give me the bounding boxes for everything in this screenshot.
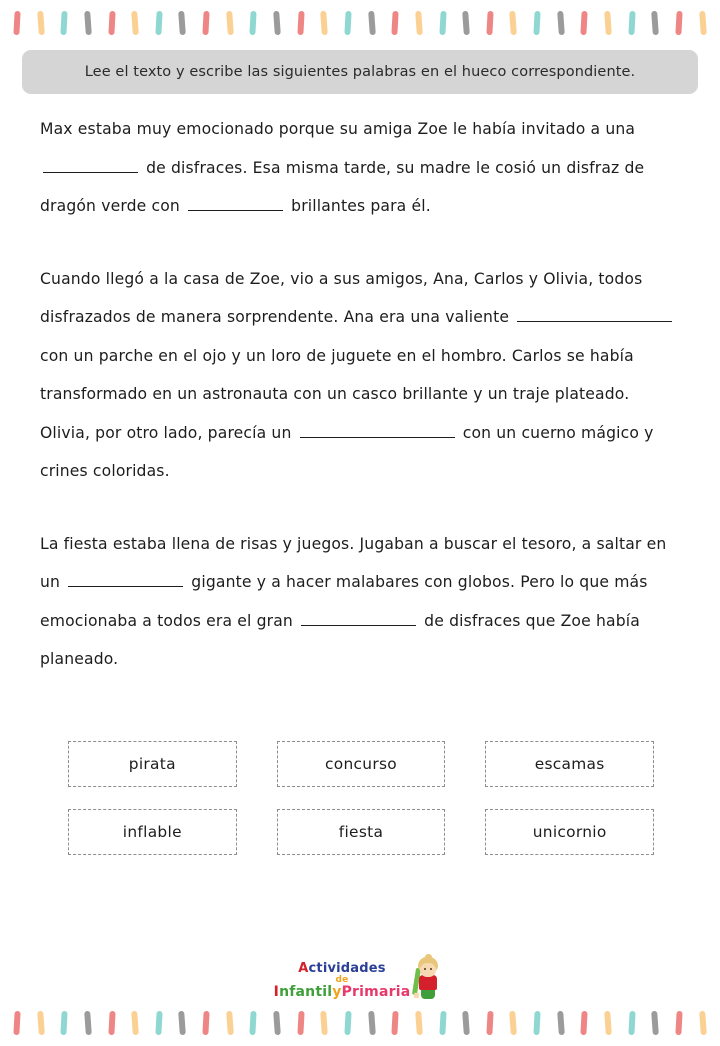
site-logo <box>274 956 447 1000</box>
border-stripe <box>510 11 518 35</box>
border-stripe <box>37 11 45 35</box>
border-stripe <box>179 1011 187 1035</box>
answer-blank[interactable] <box>68 571 183 587</box>
pencil-tip-icon <box>414 993 420 999</box>
border-stripe <box>61 11 68 35</box>
border-stripe <box>13 11 20 35</box>
border-stripe <box>675 1011 682 1035</box>
border-stripe <box>131 11 139 35</box>
border-stripe <box>250 1011 257 1035</box>
word-bank-label: fiesta <box>338 822 384 841</box>
border-stripe <box>533 1011 540 1035</box>
border-stripe <box>226 11 234 35</box>
story-text: La fiesta estaba llena de risas y juegos. Jugaban a buscar el tesoro, a saltar en un <box>40 534 667 591</box>
story-text: brillantes para él. <box>286 197 431 215</box>
border-stripe <box>557 11 565 35</box>
story-container <box>40 110 682 679</box>
border-stripe <box>486 1011 493 1035</box>
word-bank-label: pirata <box>128 754 176 773</box>
logo-line-infantil-primaria <box>274 985 411 1000</box>
border-stripe <box>533 11 540 35</box>
border-stripe <box>131 1011 139 1035</box>
border-stripe <box>415 11 423 35</box>
border-stripe <box>628 1011 635 1035</box>
story-text: Max estaba muy emocionado porque su amiga Zoe le había invitado a una <box>40 120 636 138</box>
border-stripe <box>604 11 612 35</box>
story-text: gigante y a hacer malabares con globos. Pero lo que más emocionaba a todos era el gran <box>40 573 648 630</box>
logo-a-initial: A <box>298 961 309 977</box>
border-stripe <box>439 11 446 35</box>
border-stripe <box>604 1011 612 1035</box>
border-stripe <box>557 1011 565 1035</box>
border-stripe <box>699 1011 707 1035</box>
border-stripe <box>510 1011 518 1035</box>
border-stripe <box>297 11 304 35</box>
word-bank-item[interactable] <box>277 741 446 787</box>
border-stripe <box>179 11 187 35</box>
answer-blank[interactable] <box>517 306 672 322</box>
footer <box>0 956 720 1000</box>
border-stripe <box>320 1011 328 1035</box>
border-stripe <box>226 1011 234 1035</box>
border-stripe <box>108 1011 115 1035</box>
story-text: con un parche en el ojo y un loro de juguete en el hombro. Carlos se había transformado en un astronauta con un casco brillante y un traje plateado. Olivia, por otro lado, parecía un <box>40 346 634 442</box>
logo-i-initial: I <box>273 984 280 1001</box>
border-stripe <box>392 11 399 35</box>
border-stripe <box>368 1011 376 1035</box>
border-stripe <box>155 1011 162 1035</box>
border-stripe <box>392 1011 399 1035</box>
answer-blank[interactable] <box>301 610 416 626</box>
border-stripe <box>486 11 493 35</box>
story-text: con un cuerno mágico y crines coloridas. <box>40 423 654 480</box>
word-bank <box>40 741 682 855</box>
border-stripe <box>84 1011 92 1035</box>
border-stripe <box>675 11 682 35</box>
logo-wordmark <box>274 962 411 1000</box>
border-stripe <box>320 11 328 35</box>
instruction-text: Lee el texto y escribe las siguientes palabras en el hueco correspondiente. <box>84 64 636 80</box>
instruction-banner-wrapper <box>0 40 720 94</box>
border-stripe <box>13 1011 20 1035</box>
border-stripe <box>651 1011 659 1035</box>
mascot-face <box>420 963 436 977</box>
border-stripe <box>203 1011 210 1035</box>
mascot-body <box>419 975 437 990</box>
border-stripe <box>439 1011 446 1035</box>
border-stripe <box>203 11 210 35</box>
word-bank-label: concurso <box>324 754 397 773</box>
border-stripe <box>581 11 588 35</box>
mascot-child-icon <box>412 956 446 1000</box>
border-stripe <box>297 1011 304 1035</box>
logo-y: y <box>332 984 342 1001</box>
border-stripe <box>273 1011 281 1035</box>
logo-primaria-rest: rimaria <box>352 984 411 1001</box>
border-stripe <box>344 1011 351 1035</box>
story-text: de disfraces que Zoe había planeado. <box>40 611 640 668</box>
word-bank-item[interactable] <box>68 741 237 787</box>
word-bank-label: escamas <box>534 754 605 773</box>
answer-blank[interactable] <box>43 157 138 173</box>
instruction-banner <box>22 50 698 94</box>
answer-blank[interactable] <box>300 422 455 438</box>
top-decorative-border <box>0 6 720 40</box>
story-text: de disfraces. Esa misma tarde, su madre le cosió un disfraz de dragón verde con <box>40 158 645 215</box>
logo-infantil-rest: nfantil <box>279 984 333 1001</box>
border-stripe <box>273 11 281 35</box>
border-stripe <box>699 11 707 35</box>
answer-blank[interactable] <box>188 195 283 211</box>
border-stripe <box>155 11 162 35</box>
border-stripe <box>250 11 257 35</box>
logo-p-initial: P <box>341 984 353 1001</box>
story-paragraph <box>40 525 682 679</box>
word-bank-item[interactable] <box>485 741 654 787</box>
border-stripe <box>61 1011 68 1035</box>
word-bank-label: unicornio <box>532 822 607 841</box>
border-stripe <box>344 11 351 35</box>
border-stripe <box>462 1011 470 1035</box>
worksheet-body <box>0 94 720 855</box>
border-stripe <box>581 1011 588 1035</box>
border-stripe <box>84 11 92 35</box>
border-stripe <box>37 1011 45 1035</box>
border-stripe <box>415 1011 423 1035</box>
border-stripe <box>462 11 470 35</box>
word-bank-item[interactable] <box>68 809 237 855</box>
word-bank-item[interactable] <box>277 809 446 855</box>
story-paragraph <box>40 110 682 226</box>
story-text: Cuando llegó a la casa de Zoe, vio a sus amigos, Ana, Carlos y Olivia, todos disfrazados de manera sorprendente. Ana era una valiente <box>40 269 643 326</box>
border-stripe <box>628 11 635 35</box>
logo-line-actividades <box>298 962 386 976</box>
logo-actividades-rest: ctividades <box>308 961 386 977</box>
bottom-decorative-border <box>0 1006 720 1040</box>
border-stripe <box>368 11 376 35</box>
story-paragraph <box>40 260 682 491</box>
border-stripe <box>651 11 659 35</box>
word-bank-item[interactable] <box>485 809 654 855</box>
border-stripe <box>108 11 115 35</box>
word-bank-label: inflable <box>122 822 182 841</box>
logo-line-de: de <box>335 974 349 985</box>
